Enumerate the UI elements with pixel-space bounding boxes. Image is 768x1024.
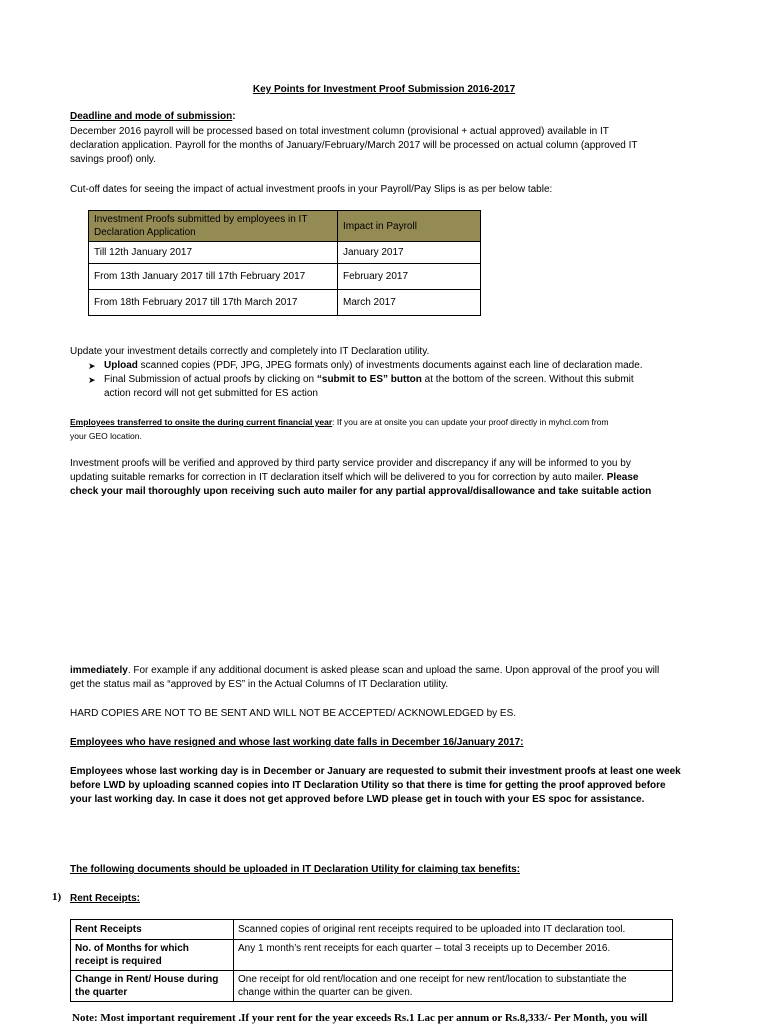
rent-row-text-line2: change within the quarter can be given. <box>238 987 413 998</box>
deadline-line-2: declaration application. Payroll for the months of January/February/March 2017 will be processed on actual column (approved IT <box>70 140 638 151</box>
bullet-upload-text <box>104 359 698 373</box>
verification-line-4-rest: . For example if any additional document is asked please scan and upload the same. Upon approval of the proof you will <box>127 665 660 676</box>
deadline-heading: Deadline and mode of submission <box>70 111 233 122</box>
resigned-line-1: Employees whose last working day is in December or January are requested to submit their investment proofs at least one week <box>70 766 681 777</box>
deadline-heading-line <box>70 110 698 124</box>
cutoff-row-submitted: Till 12th January 2017 <box>89 242 338 264</box>
table-row <box>71 940 673 971</box>
table-row <box>89 264 481 290</box>
cutoff-intro: Cut-off dates for seeing the impact of actual investment proofs in your Payroll/Pay Slips is as per below table: <box>70 184 553 195</box>
table-row <box>71 971 673 1002</box>
verification-line-3: check your mail thoroughly upon receiving such auto mailer for any partial approval/disallowance and take suitable action <box>70 486 652 497</box>
cutoff-header-impact: Impact in Payroll <box>338 211 481 242</box>
onsite-heading: Employees transferred to onsite the during current financial year <box>70 417 333 427</box>
list-item <box>88 359 700 373</box>
verification-line-5: get the status mail as “approved by ES” in the Actual Columns of IT Declaration utility. <box>70 679 449 690</box>
bullet-upload-rest: scanned copies (PDF, JPG, JPEG formats only) of investments documents against each line of declaration made. <box>137 360 643 371</box>
deadline-line-3: savings proof) only. <box>70 154 156 165</box>
cutoff-row-impact: January 2017 <box>338 242 481 264</box>
rent-row-label-line2: receipt is required <box>75 956 162 967</box>
update-intro: Update your investment details correctly and completely into IT Declaration utility. <box>70 346 430 357</box>
rent-row-text <box>234 920 673 940</box>
verification-line-1: Investment proofs will be verified and approved by third party service provider and discrepancy if any will be informed to you by <box>70 458 631 469</box>
rent-row-label <box>71 971 234 1002</box>
bullet-submit-line2: action record will not get submitted for ES action <box>104 388 318 399</box>
bullet-submit-bold: “submit to ES” button <box>316 374 422 385</box>
cutoff-header-submitted <box>89 211 338 242</box>
bullet-submit-text <box>104 373 698 401</box>
table-row <box>71 920 673 940</box>
section-number: 1) <box>52 891 62 903</box>
arrow-bullet-icon: ➤ <box>88 375 96 385</box>
table-row <box>89 242 481 264</box>
onsite-line-1 <box>70 415 698 429</box>
list-item <box>88 373 700 401</box>
rent-row-label-line1: No. of Months for which <box>75 943 189 954</box>
deadline-heading-colon: : <box>232 111 236 122</box>
page-title: Key Points for Investment Proof Submission 2016-2017 <box>252 84 516 95</box>
resigned-line-3: your last working day. In case it does not get approved before LWD please get in touch with your ES spoc for assistance. <box>70 794 645 805</box>
rent-row-text <box>234 971 673 1002</box>
rent-row-text-line1: One receipt for old rent/location and one receipt for new rent/location to substantiate the <box>238 974 627 985</box>
rent-row-label <box>71 940 234 971</box>
cutoff-header-submitted-line1: Investment Proofs submitted by employees in IT <box>94 214 308 225</box>
verification-line-2 <box>70 471 698 485</box>
verification-line-2-plain: updating suitable remarks for correction in IT declaration itself which will be delivered to you for correction by auto mailer. <box>70 472 607 483</box>
deadline-line-1: December 2016 payroll will be processed based on total investment column (provisional + actual approved) available in IT <box>70 126 609 137</box>
verification-line-4-bold: immediately <box>70 665 128 676</box>
cutoff-table <box>88 210 481 316</box>
section-heading: Rent Receipts: <box>70 893 141 904</box>
verification-line-2-bold: Please <box>606 472 639 483</box>
rent-receipts-table <box>70 919 673 1002</box>
cutoff-row-impact: February 2017 <box>338 264 481 290</box>
cutoff-row-impact: March 2017 <box>338 290 481 316</box>
bullet-submit-pre: Final Submission of actual proofs by clicking on <box>104 374 317 385</box>
rent-row-label-line1: Change in Rent/ House during <box>75 974 219 985</box>
cutoff-table-header <box>89 211 481 242</box>
verification-line-4 <box>70 664 698 678</box>
bullet-submit-mid: at the bottom of the screen. Without this submit <box>421 374 634 385</box>
bullet-upload-bold: Upload <box>104 360 138 371</box>
table-row <box>89 290 481 316</box>
cutoff-row-submitted: From 18th February 2017 till 17th March 2017 <box>89 290 338 316</box>
hard-copies-notice: HARD COPIES ARE NOT TO BE SENT AND WILL NOT BE ACCEPTED/ ACKNOWLEDGED by ES. <box>70 708 517 719</box>
resigned-line-2: before LWD by uploading scanned copies into IT Declaration Utility so that there is time for getting the proof approved before <box>70 780 666 791</box>
rent-row-text-line1: Any 1 month’s rent receipts for each quarter – total 3 receipts up to December 2016. <box>238 943 611 954</box>
rent-row-label <box>71 920 234 940</box>
rent-row-label-line2: the quarter <box>75 987 128 998</box>
documents-heading: The following documents should be uploaded in IT Declaration Utility for claiming tax benefits: <box>70 864 521 875</box>
rent-row-text-line1: Scanned copies of original rent receipts required to be uploaded into IT declaration tool. <box>238 924 626 935</box>
onsite-text-1: : If you are at onsite you can update your proof directly in myhcl.com from <box>332 417 609 427</box>
onsite-line-2: your GEO location. <box>70 431 142 441</box>
rent-note: Note: Most important requirement .If your rent for the year exceeds Rs.1 Lac per annum or Rs.8,333/- Per Month, you will <box>72 1012 648 1024</box>
cutoff-header-submitted-line2: Declaration Application <box>94 227 196 238</box>
arrow-bullet-icon: ➤ <box>88 361 96 371</box>
rent-row-label-line1: Rent Receipts <box>75 924 142 935</box>
resigned-heading: Employees who have resigned and whose last working date falls in December 16/January 2017: <box>70 737 524 748</box>
rent-row-text <box>234 940 673 971</box>
cutoff-row-submitted: From 13th January 2017 till 17th February 2017 <box>89 264 338 290</box>
